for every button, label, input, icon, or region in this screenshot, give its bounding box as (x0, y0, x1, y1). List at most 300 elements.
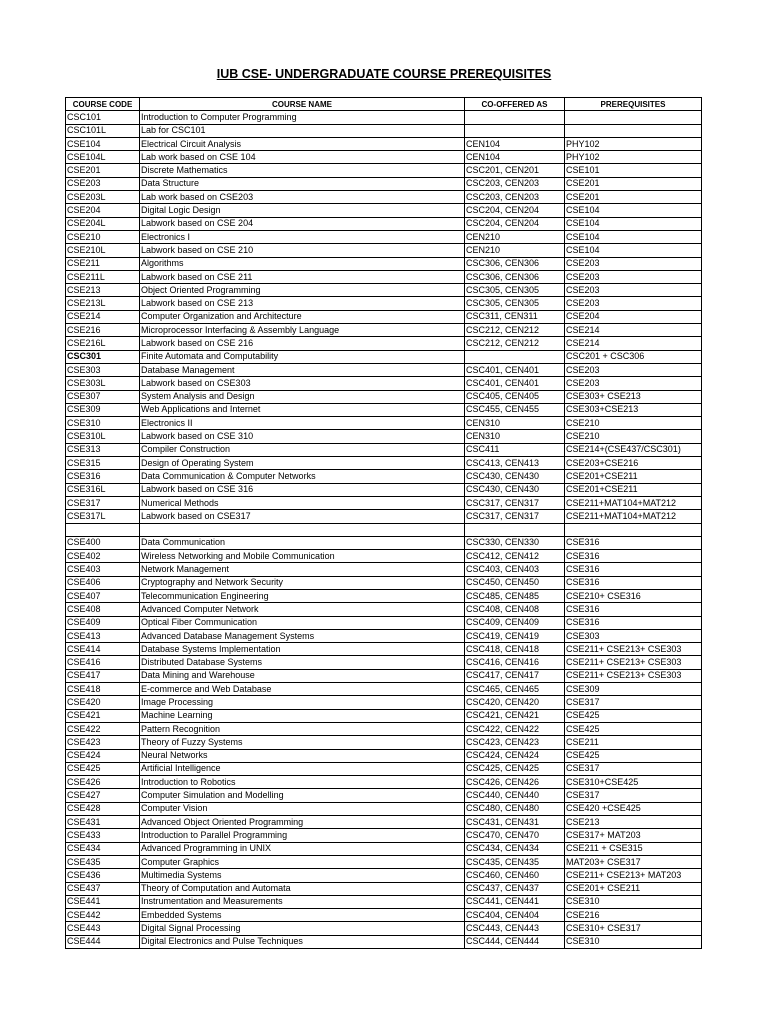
course-name-cell: Labwork based on CSE 210 (140, 244, 465, 257)
co-offered-cell: CSC408, CEN408 (465, 603, 565, 616)
course-name-cell: Labwork based on CSE303 (140, 377, 465, 390)
co-offered-cell: CSC412, CEN412 (465, 550, 565, 563)
table-row (66, 204, 702, 217)
co-offered-cell: CSC419, CEN419 (465, 629, 565, 642)
course-name-cell: Computer Simulation and Modelling (140, 789, 465, 802)
course-code-cell: CSE216 (66, 324, 140, 337)
co-offered-cell: CSC450, CEN450 (465, 576, 565, 589)
co-offered-cell: CSC204, CEN204 (465, 217, 565, 230)
co-offered-cell: CSC330, CEN330 (465, 536, 565, 549)
prerequisites-cell: CSC201 + CSC306 (565, 350, 702, 363)
table-row (66, 935, 702, 948)
table-header-row (66, 98, 702, 111)
course-code-cell: CSE417 (66, 669, 140, 682)
co-offered-cell: CSC401, CEN401 (465, 377, 565, 390)
course-code-cell (66, 523, 140, 536)
table-row (66, 191, 702, 204)
prerequisites-cell: PHY102 (565, 137, 702, 150)
course-code-cell: CSE315 (66, 457, 140, 470)
prerequisites-cell: CSE201+CSE211 (565, 470, 702, 483)
co-offered-cell: CSC311, CEN311 (465, 310, 565, 323)
table-row (66, 829, 702, 842)
co-offered-cell: CSC431, CEN431 (465, 816, 565, 829)
course-code-cell: CSE303 (66, 363, 140, 376)
header-prerequisites: PREREQUISITES (565, 98, 702, 111)
course-name-cell: Compiler Construction (140, 443, 465, 456)
prerequisites-cell: CSE310 (565, 895, 702, 908)
header-co-offered-as: CO-OFFERED AS (465, 98, 565, 111)
course-name-cell: Electronics II (140, 417, 465, 430)
co-offered-cell: CSC404, CEN404 (465, 909, 565, 922)
prerequisites-cell: CSE201 (565, 177, 702, 190)
prerequisites-cell: CSE210 (565, 417, 702, 430)
course-name-cell: Advanced Object Oriented Programming (140, 816, 465, 829)
course-prerequisites-table (65, 97, 702, 949)
co-offered-cell: CSC455, CEN455 (465, 403, 565, 416)
course-code-cell: CSE426 (66, 776, 140, 789)
table-row (66, 643, 702, 656)
table-row (66, 470, 702, 483)
prerequisites-cell: CSE316 (565, 536, 702, 549)
prerequisites-cell: CSE420 +CSE425 (565, 802, 702, 815)
course-code-cell: CSE307 (66, 390, 140, 403)
course-code-cell: CSE416 (66, 656, 140, 669)
co-offered-cell: CSC430, CEN430 (465, 483, 565, 496)
course-code-cell: CSE418 (66, 683, 140, 696)
table-row (66, 310, 702, 323)
course-name-cell: Labwork based on CSE 211 (140, 270, 465, 283)
co-offered-cell: CSC470, CEN470 (465, 829, 565, 842)
course-code-cell: CSE423 (66, 736, 140, 749)
co-offered-cell: CEN210 (465, 230, 565, 243)
table-row (66, 762, 702, 775)
prerequisites-cell: CSE425 (565, 722, 702, 735)
course-name-cell: Numerical Methods (140, 496, 465, 509)
prerequisites-cell: CSE316 (565, 603, 702, 616)
table-row (66, 324, 702, 337)
co-offered-cell: CSC437, CEN437 (465, 882, 565, 895)
prerequisites-cell: MAT203+ CSE317 (565, 855, 702, 868)
table-row (66, 842, 702, 855)
table-row (66, 403, 702, 416)
co-offered-cell: CEN210 (465, 244, 565, 257)
table-row (66, 337, 702, 350)
co-offered-cell: CSC421, CEN421 (465, 709, 565, 722)
table-row (66, 616, 702, 629)
co-offered-cell: CSC306, CEN306 (465, 257, 565, 270)
table-row (66, 430, 702, 443)
course-name-cell: Advanced Database Management Systems (140, 629, 465, 642)
co-offered-cell: CSC305, CEN305 (465, 284, 565, 297)
co-offered-cell: CSC460, CEN460 (465, 869, 565, 882)
table-row (66, 563, 702, 576)
course-name-cell: Algorithms (140, 257, 465, 270)
course-code-cell: CSE424 (66, 749, 140, 762)
course-name-cell: Advanced Programming in UNIX (140, 842, 465, 855)
prerequisites-cell: CSE204 (565, 310, 702, 323)
co-offered-cell (465, 350, 565, 363)
co-offered-cell: CSC480, CEN480 (465, 802, 565, 815)
co-offered-cell: CSC409, CEN409 (465, 616, 565, 629)
course-name-cell: Labwork based on CSE 310 (140, 430, 465, 443)
table-row (66, 669, 702, 682)
prerequisites-cell: CSE310 (565, 935, 702, 948)
course-name-cell: Network Management (140, 563, 465, 576)
course-code-cell: CSE310 (66, 417, 140, 430)
course-code-cell: CSE203 (66, 177, 140, 190)
prerequisites-cell: CSE316 (565, 576, 702, 589)
prerequisites-cell: CSE211+ CSE213+ MAT203 (565, 869, 702, 882)
header-course-name: COURSE NAME (140, 98, 465, 111)
table-row (66, 722, 702, 735)
table-row (66, 297, 702, 310)
table-row (66, 111, 702, 124)
course-code-cell: CSE216L (66, 337, 140, 350)
co-offered-cell: CSC305, CEN305 (465, 297, 565, 310)
co-offered-cell: CSC204, CEN204 (465, 204, 565, 217)
co-offered-cell: CSC485, CEN485 (465, 589, 565, 602)
table-row (66, 164, 702, 177)
prerequisites-cell: CSE201+CSE211 (565, 483, 702, 496)
prerequisites-cell: CSE303+CSE213 (565, 403, 702, 416)
prerequisites-cell: CSE211 (565, 736, 702, 749)
course-code-cell: CSE316L (66, 483, 140, 496)
table-row (66, 137, 702, 150)
co-offered-cell: CEN310 (465, 417, 565, 430)
prerequisites-cell: CSE309 (565, 683, 702, 696)
table-row (66, 177, 702, 190)
co-offered-cell: CSC201, CEN201 (465, 164, 565, 177)
prerequisites-cell (565, 124, 702, 137)
course-name-cell: Discrete Mathematics (140, 164, 465, 177)
table-row (66, 536, 702, 549)
document-title: IUB CSE- UNDERGRADUATE COURSE PREREQUISITES (216, 67, 552, 81)
course-name-cell: Computer Vision (140, 802, 465, 815)
course-name-cell: E-commerce and Web Database (140, 683, 465, 696)
course-code-cell: CSE403 (66, 563, 140, 576)
table-row (66, 496, 702, 509)
table-row (66, 709, 702, 722)
prerequisites-cell: CSE203 (565, 284, 702, 297)
prerequisites-cell: CSE216 (565, 909, 702, 922)
co-offered-cell: CSC212, CEN212 (465, 324, 565, 337)
course-code-cell: CSE309 (66, 403, 140, 416)
table-row (66, 776, 702, 789)
co-offered-cell: CSC425, CEN425 (465, 762, 565, 775)
prerequisites-cell: CSE316 (565, 563, 702, 576)
table-row (66, 909, 702, 922)
table-row (66, 270, 702, 283)
table-row (66, 696, 702, 709)
prerequisites-cell: CSE211+ CSE213+ CSE303 (565, 656, 702, 669)
course-name-cell: Data Communication (140, 536, 465, 549)
course-code-cell: CSE210L (66, 244, 140, 257)
prerequisites-cell: CSE211+MAT104+MAT212 (565, 496, 702, 509)
co-offered-cell: CSC416, CEN416 (465, 656, 565, 669)
table-row (66, 749, 702, 762)
course-code-cell: CSE433 (66, 829, 140, 842)
prerequisites-cell: CSE316 (565, 550, 702, 563)
header-course-code: COURSE CODE (66, 98, 140, 111)
course-name-cell: Theory of Computation and Automata (140, 882, 465, 895)
course-code-cell: CSE204 (66, 204, 140, 217)
table-row (66, 576, 702, 589)
table-row (66, 802, 702, 815)
course-code-cell: CSE428 (66, 802, 140, 815)
course-code-cell: CSE313 (66, 443, 140, 456)
prerequisites-cell: CSE104 (565, 230, 702, 243)
course-name-cell: Data Communication & Computer Networks (140, 470, 465, 483)
prerequisites-cell (565, 111, 702, 124)
course-code-cell: CSE425 (66, 762, 140, 775)
prerequisites-cell: CSE213 (565, 816, 702, 829)
course-code-cell: CSE408 (66, 603, 140, 616)
co-offered-cell: CEN104 (465, 137, 565, 150)
course-name-cell: System Analysis and Design (140, 390, 465, 403)
course-name-cell: Web Applications and Internet (140, 403, 465, 416)
course-code-cell: CSE204L (66, 217, 140, 230)
co-offered-cell: CSC405, CEN405 (465, 390, 565, 403)
prerequisites-cell: CSE201+ CSE211 (565, 882, 702, 895)
co-offered-cell: CSC306, CEN306 (465, 270, 565, 283)
co-offered-cell (465, 124, 565, 137)
course-code-cell: CSE443 (66, 922, 140, 935)
course-name-cell: Machine Learning (140, 709, 465, 722)
table-row (66, 855, 702, 868)
course-name-cell: Wireless Networking and Mobile Communication (140, 550, 465, 563)
course-code-cell: CSE211 (66, 257, 140, 270)
prerequisites-cell: CSE425 (565, 749, 702, 762)
co-offered-cell: CSC212, CEN212 (465, 337, 565, 350)
course-name-cell: Microprocessor Interfacing & Assembly Language (140, 324, 465, 337)
course-name-cell: Multimedia Systems (140, 869, 465, 882)
table-row (66, 736, 702, 749)
course-code-cell: CSE402 (66, 550, 140, 563)
course-code-cell: CSE210 (66, 230, 140, 243)
prerequisites-cell: CSE210+ CSE316 (565, 589, 702, 602)
course-name-cell: Labwork based on CSE 204 (140, 217, 465, 230)
course-code-cell: CSE317L (66, 510, 140, 523)
prerequisites-cell: CSE203 (565, 377, 702, 390)
prerequisites-cell: CSE101 (565, 164, 702, 177)
co-offered-cell: CSC440, CEN440 (465, 789, 565, 802)
prerequisites-cell: CSE104 (565, 217, 702, 230)
course-name-cell: Introduction to Parallel Programming (140, 829, 465, 842)
prerequisites-cell: CSE211 + CSE315 (565, 842, 702, 855)
course-name-cell: Electronics I (140, 230, 465, 243)
table-row (66, 377, 702, 390)
course-code-cell: CSE316 (66, 470, 140, 483)
table-row (66, 589, 702, 602)
course-code-cell: CSE203L (66, 191, 140, 204)
course-code-cell: CSC101 (66, 111, 140, 124)
prerequisites-cell: CSE203 (565, 363, 702, 376)
prerequisites-cell: CSE310+CSE425 (565, 776, 702, 789)
course-name-cell: Object Oriented Programming (140, 284, 465, 297)
course-code-cell: CSE104 (66, 137, 140, 150)
table-row (66, 390, 702, 403)
table-row (66, 510, 702, 523)
co-offered-cell: CSC418, CEN418 (465, 643, 565, 656)
prerequisites-cell: CSE317+ MAT203 (565, 829, 702, 842)
course-name-cell: Distributed Database Systems (140, 656, 465, 669)
co-offered-cell: CSC403, CEN403 (465, 563, 565, 576)
course-name-cell: Telecommunication Engineering (140, 589, 465, 602)
table-row (66, 363, 702, 376)
prerequisites-cell: CSE104 (565, 244, 702, 257)
course-name-cell: Design of Operating System (140, 457, 465, 470)
co-offered-cell: CSC434, CEN434 (465, 842, 565, 855)
course-code-cell: CSE437 (66, 882, 140, 895)
co-offered-cell: CSC411 (465, 443, 565, 456)
co-offered-cell: CEN104 (465, 151, 565, 164)
co-offered-cell: CSC422, CEN422 (465, 722, 565, 735)
table-row (66, 869, 702, 882)
course-code-cell: CSE441 (66, 895, 140, 908)
course-name-cell: Lab for CSC101 (140, 124, 465, 137)
table-row (66, 550, 702, 563)
co-offered-cell: CSC424, CEN424 (465, 749, 565, 762)
course-name-cell: Instrumentation and Measurements (140, 895, 465, 908)
table-row (66, 230, 702, 243)
course-code-cell: CSE422 (66, 722, 140, 735)
course-name-cell: Cryptography and Network Security (140, 576, 465, 589)
prerequisites-cell: CSE214+(CSE437/CSC301) (565, 443, 702, 456)
prerequisites-cell: CSE303 (565, 629, 702, 642)
prerequisites-cell: CSE211+ CSE213+ CSE303 (565, 643, 702, 656)
table-row (66, 603, 702, 616)
course-name-cell: Data Structure (140, 177, 465, 190)
course-code-cell: CSE427 (66, 789, 140, 802)
co-offered-cell (465, 523, 565, 536)
course-name-cell: Labwork based on CSE 213 (140, 297, 465, 310)
table-row (66, 816, 702, 829)
co-offered-cell: CSC435, CEN435 (465, 855, 565, 868)
prerequisites-cell: CSE214 (565, 324, 702, 337)
course-name-cell: Database Systems Implementation (140, 643, 465, 656)
table-row (66, 882, 702, 895)
prerequisites-cell: CSE214 (565, 337, 702, 350)
co-offered-cell: CSC420, CEN420 (465, 696, 565, 709)
co-offered-cell: CSC426, CEN426 (465, 776, 565, 789)
table-row (66, 922, 702, 935)
course-name-cell: Electrical Circuit Analysis (140, 137, 465, 150)
course-code-cell: CSE442 (66, 909, 140, 922)
course-name-cell: Lab work based on CSE203 (140, 191, 465, 204)
table-row (66, 244, 702, 257)
course-code-cell: CSE434 (66, 842, 140, 855)
course-code-cell: CSE317 (66, 496, 140, 509)
course-code-cell: CSE104L (66, 151, 140, 164)
table-row (66, 457, 702, 470)
course-code-cell: CSE444 (66, 935, 140, 948)
course-name-cell: Theory of Fuzzy Systems (140, 736, 465, 749)
course-code-cell: CSC101L (66, 124, 140, 137)
course-code-cell: CSE409 (66, 616, 140, 629)
prerequisites-cell: CSE317 (565, 696, 702, 709)
course-name-cell: Computer Graphics (140, 855, 465, 868)
course-name-cell: Labwork based on CSE 316 (140, 483, 465, 496)
course-code-cell: CSE420 (66, 696, 140, 709)
course-code-cell: CSC301 (66, 350, 140, 363)
co-offered-cell: CSC413, CEN413 (465, 457, 565, 470)
table-row (66, 629, 702, 642)
table-row (66, 483, 702, 496)
course-name-cell: Labwork based on CSE317 (140, 510, 465, 523)
table-body (66, 111, 702, 949)
table-row (66, 217, 702, 230)
course-name-cell: Neural Networks (140, 749, 465, 762)
prerequisites-cell: CSE104 (565, 204, 702, 217)
course-code-cell: CSE407 (66, 589, 140, 602)
co-offered-cell: CSC417, CEN417 (465, 669, 565, 682)
table-row (66, 124, 702, 137)
table-row (66, 257, 702, 270)
co-offered-cell: CSC430, CEN430 (465, 470, 565, 483)
prerequisites-cell: CSE211+MAT104+MAT212 (565, 510, 702, 523)
co-offered-cell: CSC423, CEN423 (465, 736, 565, 749)
course-code-cell: CSE400 (66, 536, 140, 549)
course-name-cell: Pattern Recognition (140, 722, 465, 735)
course-name-cell: Finite Automata and Computability (140, 350, 465, 363)
prerequisites-cell: CSE203 (565, 297, 702, 310)
table-row (66, 350, 702, 363)
co-offered-cell (465, 111, 565, 124)
co-offered-cell: CSC465, CEN465 (465, 683, 565, 696)
table-row (66, 789, 702, 802)
prerequisites-cell: CSE425 (565, 709, 702, 722)
prerequisites-cell: CSE211+ CSE213+ CSE303 (565, 669, 702, 682)
prerequisites-cell: CSE203+CSE216 (565, 457, 702, 470)
table-row (66, 683, 702, 696)
table-row (66, 443, 702, 456)
prerequisites-cell: CSE317 (565, 789, 702, 802)
table-row (66, 417, 702, 430)
table-row (66, 151, 702, 164)
course-code-cell: CSE436 (66, 869, 140, 882)
table-row (66, 523, 702, 536)
course-name-cell: Optical Fiber Communication (140, 616, 465, 629)
co-offered-cell: CSC444, CEN444 (465, 935, 565, 948)
course-name-cell: Digital Electronics and Pulse Techniques (140, 935, 465, 948)
course-code-cell: CSE413 (66, 629, 140, 642)
co-offered-cell: CSC317, CEN317 (465, 510, 565, 523)
course-code-cell: CSE213 (66, 284, 140, 297)
course-name-cell: Labwork based on CSE 216 (140, 337, 465, 350)
co-offered-cell: CSC441, CEN441 (465, 895, 565, 908)
co-offered-cell: CSC401, CEN401 (465, 363, 565, 376)
course-code-cell: CSE406 (66, 576, 140, 589)
course-name-cell: Database Management (140, 363, 465, 376)
course-code-cell: CSE213L (66, 297, 140, 310)
course-code-cell: CSE431 (66, 816, 140, 829)
prerequisites-cell (565, 523, 702, 536)
course-code-cell: CSE435 (66, 855, 140, 868)
prerequisites-cell: CSE317 (565, 762, 702, 775)
co-offered-cell: CSC317, CEN317 (465, 496, 565, 509)
course-code-cell: CSE214 (66, 310, 140, 323)
co-offered-cell: CSC203, CEN203 (465, 177, 565, 190)
table-row (66, 895, 702, 908)
prerequisites-cell: CSE203 (565, 270, 702, 283)
course-name-cell: Introduction to Robotics (140, 776, 465, 789)
course-name-cell: Digital Signal Processing (140, 922, 465, 935)
course-code-cell: CSE211L (66, 270, 140, 283)
course-name-cell: Image Processing (140, 696, 465, 709)
course-name-cell: Data Mining and Warehouse (140, 669, 465, 682)
table-row (66, 656, 702, 669)
course-code-cell: CSE201 (66, 164, 140, 177)
